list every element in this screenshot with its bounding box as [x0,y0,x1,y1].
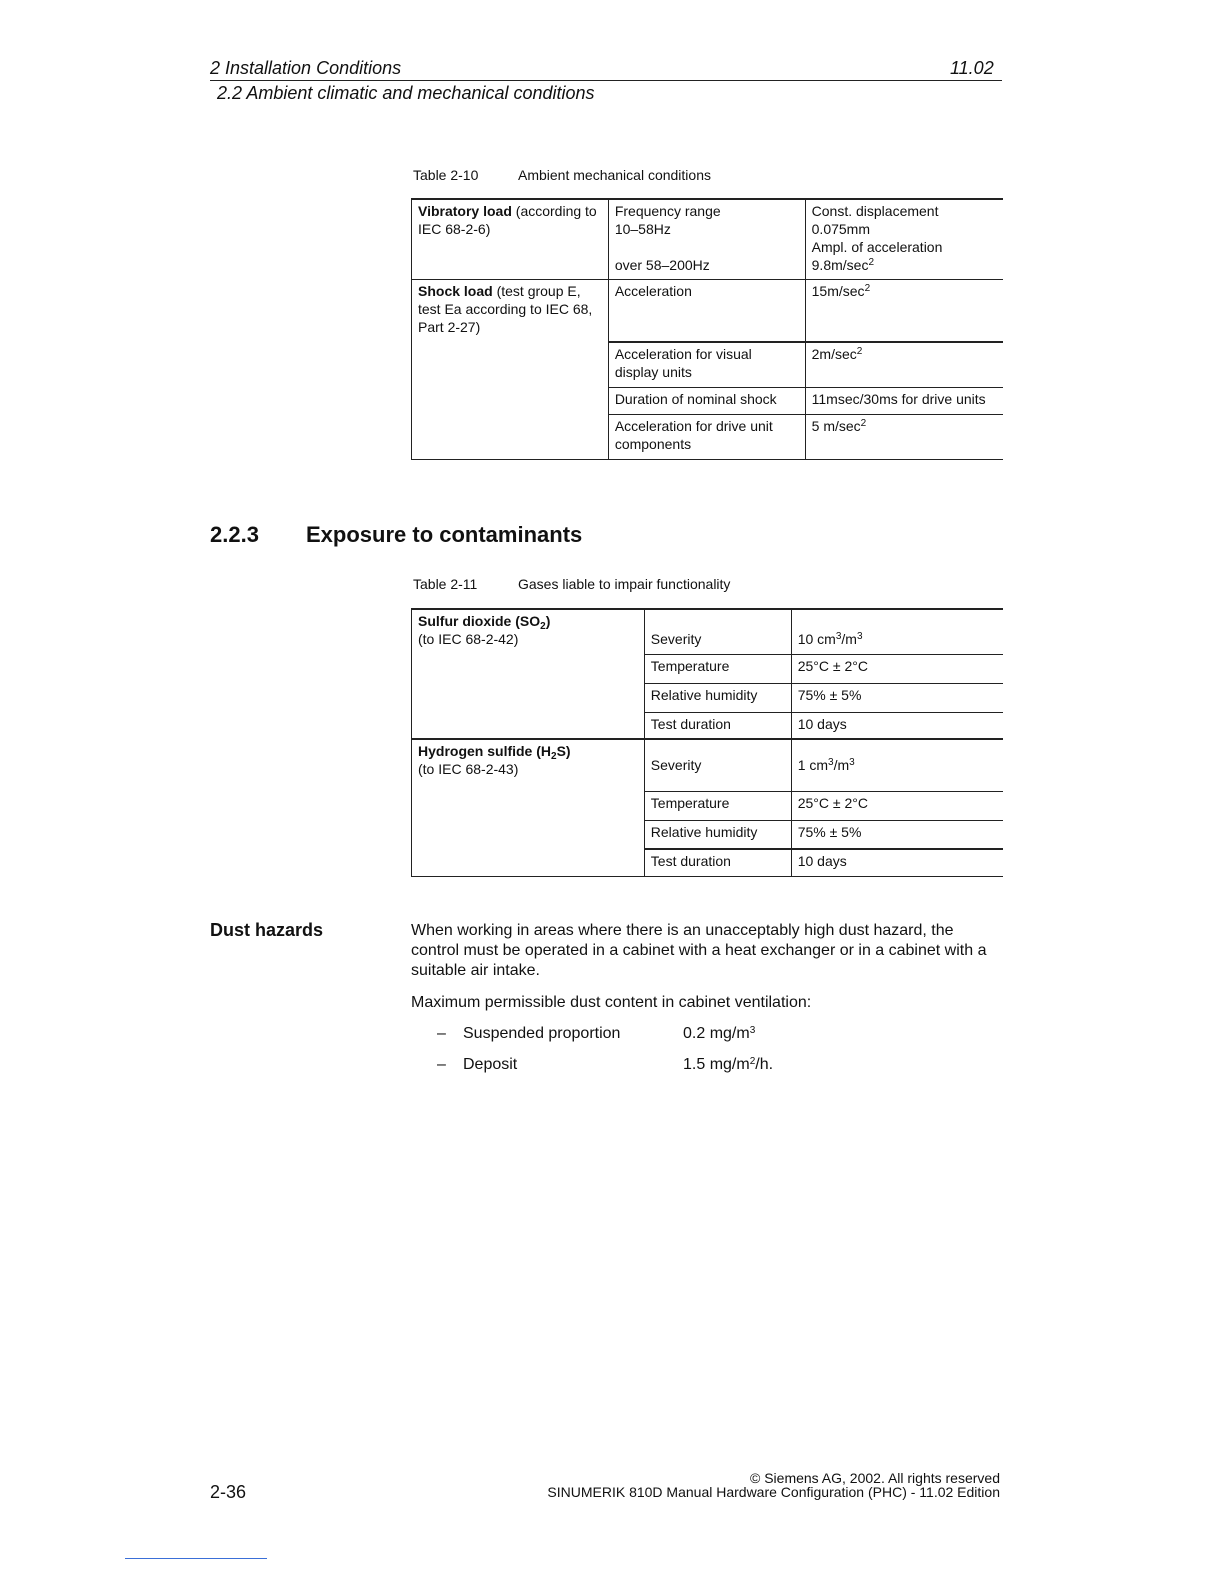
running-header-chapter: 2 Installation Conditions [210,58,402,78]
table-gases [411,608,1003,877]
frequency-high: over 58–200Hz [614,257,710,273]
table-cell: Severity [644,609,791,654]
table-cell [412,739,645,876]
table-2-11-title: Gases liable to impair functionality [518,576,731,592]
header-rule [210,80,1002,81]
table-2-11-caption [413,576,813,594]
list-item [437,1055,997,1075]
table-cell: 10 $cm^3/m^3$ [791,609,1003,654]
list-bullet: – [437,1056,446,1073]
table-cell: Acceleration [608,279,805,342]
shock-load-name: Shock load [418,282,493,299]
shock-load-desc: (test group E, test Ea according to IEC 68, Part 2‑27) [418,282,593,335]
section-number: 2.2.3 [210,522,259,547]
dust-hazards-heading: Dust hazards [210,920,324,940]
table-cell: Acceleration for visual display units [608,342,805,387]
table-2-10-caption [413,167,813,185]
footer-copyright: © Siemens AG, 2002. All rights reserved [750,1470,1000,1486]
table-cell: $2m/\sec^2$ [805,342,1003,387]
gas-standard-so2: (to IEC 68-2-42) [418,631,519,647]
acceleration-amplitude-value: $9.8m/\sec^2$ [811,257,875,273]
list-item-label: Deposit [463,1056,518,1073]
footer-link-underline [125,1558,267,1559]
table-row [412,279,1004,342]
table-cell: Temperature [644,654,791,683]
table-cell: $15m/\sec^2$ [805,279,1003,342]
list-bullet: – [437,1025,446,1042]
table-2-10-title: Ambient mechanical conditions [518,167,711,183]
vibratory-load-desc: (according to IEC 68-2-6) [418,203,597,237]
table-cell: Duration of nominal shock [608,387,805,414]
dust-content-intro: Maximum permissible dust content in cabinet ventilation: [411,994,812,1011]
table-cell: 11msec/30ms for drive units [805,387,1003,414]
table-cell [412,199,609,279]
vibratory-load-name: Vibratory load [418,203,512,219]
list-item-label: Suspended proportion [463,1025,621,1042]
table-cell: Test duration [644,712,791,739]
running-header-edition: 11.02 [950,58,994,78]
list-item-value: 0.2 $mg/m^3$ [683,1025,756,1042]
acceleration-amplitude-label: Ampl. of acceleration [811,239,943,255]
table-cell: 5 $m/\sec^2$ [805,414,1003,459]
table-cell: Temperature [644,791,791,820]
table-cell: Relative humidity [644,683,791,712]
frequency-low: 10–58Hz [614,221,671,237]
table-cell: Test duration [644,849,791,876]
list-item-value: 1.5 $mg/m^2/h$. [683,1056,774,1073]
table-cell: Relative humidity [644,820,791,849]
displacement-value: 0.075mm [811,221,870,237]
table-row [412,739,1004,791]
footer-document-title: SINUMERIK 810D Manual Hardware Configuration (PHC) - 11.02 Edition [547,1484,1000,1500]
table-2-10-label: Table 2-10 [413,167,479,183]
table-cell: Acceleration for drive unit components [608,414,805,459]
table-cell: 75% ± 5% [791,820,1003,849]
table-cell [412,279,609,459]
dust-hazards-paragraph: When working in areas where there is an unacceptably high dust hazard, the control must be operated in a cabinet with a heat exchanger or in a cabinet with a suitable air intake. [411,922,987,979]
frequency-range-label: Frequency range [614,203,721,219]
table-row [412,609,1004,654]
gas-name-so2: Sulfur dioxide $(SO_2)$ [418,613,551,632]
table-cell: 25°C ± 2°C [791,654,1003,683]
page-number: 2-36 [210,1482,247,1502]
table-cell: 10 days [791,712,1003,739]
section-title: Exposure to contaminants [306,522,583,547]
gas-name-h2s: Hydrogen sulfide $(H_2S)$ [418,743,571,762]
table-cell [805,199,1003,279]
gas-standard-h2s: (to IEC 68-2-43) [418,761,519,777]
list-item [437,1024,997,1044]
table-cell [412,609,645,739]
table-ambient-mechanical [411,198,1003,460]
table-cell [608,199,805,279]
displacement-label: Const. displacement [811,203,939,219]
table-row [412,199,1004,279]
table-cell: Severity [644,739,791,791]
table-2-11-label: Table 2-11 [413,576,478,592]
table-cell: 10 days [791,849,1003,876]
table-cell: 1 $cm^3/m^3$ [791,739,1003,791]
table-cell: 75% ± 5% [791,683,1003,712]
running-header-section: 2.2 Ambient climatic and mechanical conditions [217,83,595,103]
table-cell: 25°C ± 2°C [791,791,1003,820]
